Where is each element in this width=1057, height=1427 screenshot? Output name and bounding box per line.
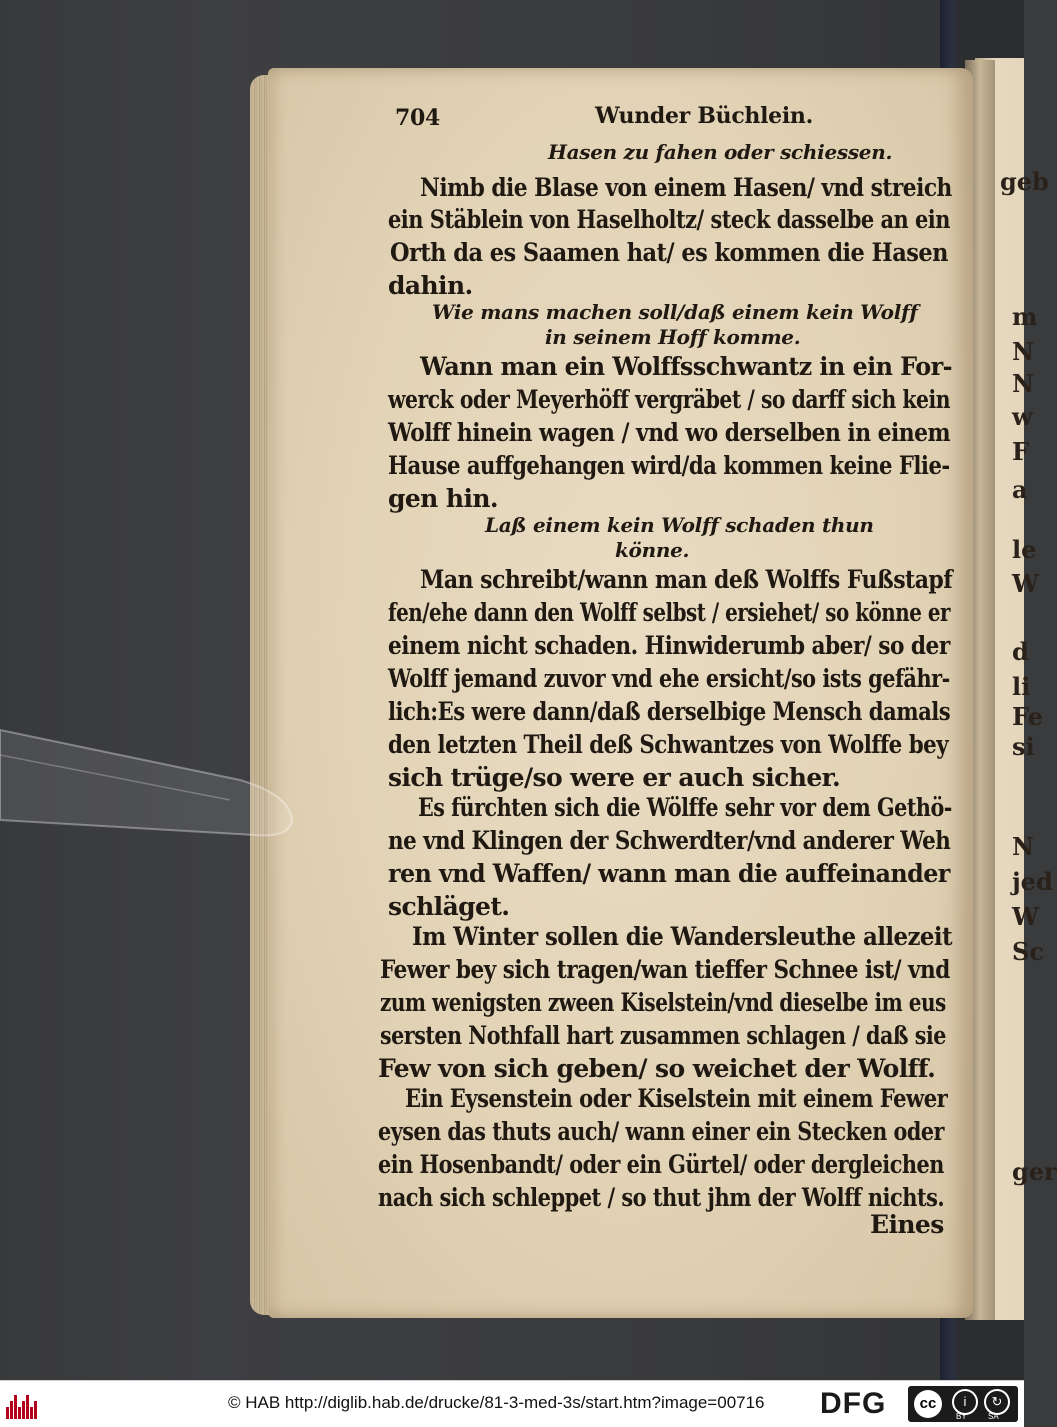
license-badge[interactable] (908, 1386, 1018, 1422)
facing-fragment: ger (1012, 1157, 1057, 1186)
text-line: ne vnd Klingen der Schwerdter/vnd anderer Weh (388, 826, 951, 855)
sa-label: SA (988, 1412, 999, 1421)
text-line: fen/ehe dann den Wolff selbst / ersiehet/ so könne er (388, 598, 951, 627)
text-line: werck oder Meyerhöff vergräbet / so darff sich kein (388, 385, 951, 414)
text-line: gen hin. (388, 484, 499, 513)
text-line: Hause auffgehangen wird/da kommen keine Flie- (388, 451, 950, 480)
by-label: BY (956, 1412, 967, 1421)
logo-bar (26, 1395, 29, 1419)
credit-link[interactable]: © HAB http://diglib.hab.de/drucke/81-3-med-3s/start.htm?image=00716 (228, 1393, 765, 1412)
facing-fragment: W (1012, 902, 1039, 931)
library-logo (6, 1389, 40, 1419)
facing-fragment: le (1012, 535, 1037, 564)
text-line: ein Hosenbandt/ oder ein Gürtel/ oder dergleichen (378, 1150, 944, 1179)
text-line: Nimb die Blase von einem Hasen/ vnd streich (420, 173, 952, 202)
text-line: lich:Es were dann/daß derselbige Mensch damals (388, 697, 951, 726)
cc-icon: cc (914, 1390, 942, 1418)
text-line: ren vnd Waffen/ wann man die auffeinander (388, 859, 950, 888)
section-heading: Laß einem kein Wolff schaden thun (485, 513, 874, 537)
section-heading: Hasen zu fahen oder schiessen. (548, 140, 893, 164)
section-heading: in seinem Hoff komme. (545, 325, 801, 349)
facing-fragment: geb (1000, 167, 1049, 196)
facing-fragment: W (1012, 569, 1039, 598)
facing-fragment: F (1012, 437, 1030, 466)
logo-bar (34, 1401, 37, 1419)
facing-fragment: N (1012, 369, 1034, 398)
logo-bar (6, 1407, 9, 1419)
text-line: sich trüge/so were er auch sicher. (388, 763, 841, 792)
facing-fragment: Sc (1012, 937, 1044, 966)
text-line: Orth da es Saamen hat/ es kommen die Hasen (390, 238, 948, 267)
facing-fragment: d (1012, 637, 1029, 666)
catchword: Eines (870, 1210, 944, 1239)
facing-fragment: w (1012, 402, 1033, 431)
text-line: zum wenigsten zween Kiselstein/vnd dieselbe im eus (380, 988, 946, 1017)
text-line: schläget. (388, 892, 510, 921)
text-line: ein Stäblein von Haselholtz/ steck dasselbe an ein (388, 205, 950, 234)
facing-fragment: li (1012, 672, 1031, 701)
footer-bar (0, 1380, 1024, 1427)
logo-bar (18, 1407, 21, 1419)
text-line: Es fürchten sich die Wölffe sehr vor dem Gethö- (418, 793, 952, 822)
text-line: nach sich schleppet / so thut jhm der Wolff nichts. (378, 1183, 945, 1212)
text-line: Wolff hinein wagen / vnd wo derselben in einem (388, 418, 951, 447)
attribution-icon: i (952, 1389, 978, 1415)
text-line: Ein Eysenstein oder Kiselstein mit einem Fewer (405, 1084, 948, 1113)
text-line: Wolff jemand zuvor vnd ehe ersicht/so ists gefähr- (388, 664, 950, 693)
text-line: eysen das thuts auch/ wann einer ein Stecken oder (378, 1117, 944, 1146)
text-line: Im Winter sollen die Wandersleuthe allezeit (412, 922, 953, 951)
section-heading: Wie mans machen soll/daß einem kein Wolff (432, 300, 918, 324)
section-heading: könne. (615, 538, 690, 562)
text-line: sersten Nothfall hart zusammen schlagen / daß sie (380, 1021, 946, 1050)
text-line: dahin. (388, 271, 473, 300)
logo-bar (10, 1401, 13, 1419)
facing-fragment: si (1012, 732, 1035, 761)
facing-fragment: m (1012, 302, 1038, 331)
facing-fragment: N (1012, 337, 1034, 366)
share-alike-icon: ↻ (984, 1389, 1010, 1415)
facing-fragment: a (1012, 475, 1028, 504)
logo-bar (14, 1395, 17, 1419)
text-line: Few von sich geben/ so weichet der Wolff. (378, 1054, 936, 1083)
text-line: den letzten Theil deß Schwantzes von Wolffe bey (388, 730, 949, 759)
facing-fragment: Fe (1012, 702, 1043, 731)
text-line: Fewer bey sich tragen/wan tieffer Schnee ist/ vnd (380, 955, 950, 984)
text-line: Wann man ein Wolffsschwantz in ein For- (420, 352, 952, 381)
text-line: einem nicht schaden. Hinwiderumb aber/ so der (388, 631, 950, 660)
logo-bar (30, 1407, 33, 1419)
dfg-logo[interactable]: DFG (820, 1387, 887, 1420)
logo-bar (22, 1401, 25, 1419)
page-number: 704 (395, 105, 441, 131)
text-line: Man schreibt/wann man deß Wolffs Fußstapf (420, 565, 953, 594)
facing-fragment: N (1012, 832, 1034, 861)
running-title: Wunder Büchlein. (595, 103, 813, 129)
facing-fragment: jed (1012, 867, 1053, 896)
